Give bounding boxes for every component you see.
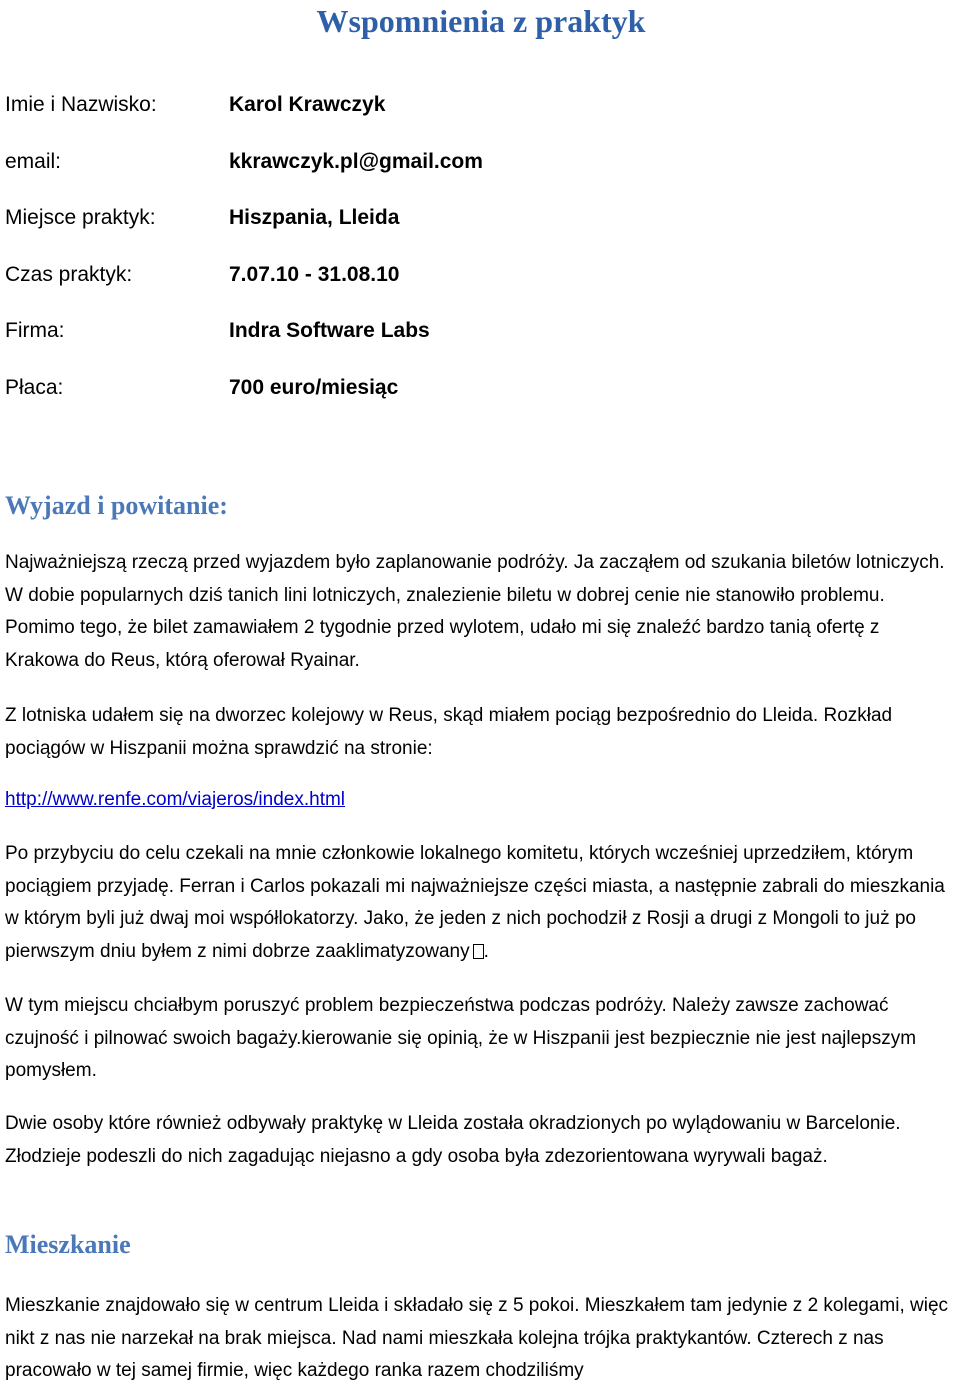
paragraph-safety: W tym miejscu chciałbym poruszyć problem bezpieczeństwa podczas podróży. Należy zawsze zachować czujność i pilnować swoich bagaży.kierowanie się opinią, że w Hiszpanii jest bezpiecznie nie jest najlepszym pomysłem. (5, 995, 917, 1081)
info-value-place: Hiszpania, Lleida (229, 206, 400, 230)
info-table (5, 92, 957, 432)
info-label-email: email: (5, 149, 62, 173)
info-label-name: Imie i Nazwisko: (5, 93, 157, 116)
info-label-place: Miejsce praktyk: (5, 206, 156, 230)
paragraph-arrival (5, 838, 957, 968)
link-paragraph (5, 784, 957, 817)
renfe-link[interactable]: http://www.renfe.com/viajeros/index.html (5, 789, 346, 810)
info-value-email: kkrawczyk.pl@gmail.com (229, 149, 483, 173)
paragraph-train-info: Z lotniska udałem się na dworzec kolejowy w Reus, skąd miałem pociąg bezpośrednio do Lleida. Rozkład pociągów w Hiszpanii można sprawdzić na stronie: (5, 705, 893, 759)
section-heading-apartment: Mieszkanie (5, 1230, 131, 1259)
info-row-period (5, 262, 957, 319)
paragraph-arrival-text: Po przybyciu do celu czekali na mnie członkowie lokalnego komitetu, których wcześniej uprzedziłem, którym pociągiem przyjadę. Ferran i Carlos pokazali mi najważniejsze części miasta, a następnie zabrali do mieszkania w którym byli już dwaj moi współlokatorzy. Jako, że jeden z nich pochodził z Rosji a drugi z Mongoli to już po pierwszym dniu byłem z nimi dobrze zaaklimatyzowany (5, 843, 945, 962)
info-label-period: Czas praktyk: (5, 262, 133, 286)
paragraph-theft: Dwie osoby które również odbywały praktykę w Lleida została okradzionych po wylądowaniu w Barcelonie. Złodzieje podeszli do nich zagadując niejasno a gdy osoba była zdezorientowana wyrywali bagaż. (5, 1113, 901, 1167)
info-value-salary: 700 euro/miesiąc (229, 375, 399, 399)
info-label-company: Firma: (5, 319, 65, 343)
paragraph-apartment: Mieszkanie znajdowało się w centrum Lleida i składało się z 5 pokoi. Mieszkałem tam jedynie z 2 kolegami, więc nikt z nas nie narzekał na brak miejsca. Nad nami mieszkała kolejna trójka praktykantów. Czterech z nas pracowało w tej samej firmie, więc każdego ranka razem chodziliśmy (5, 1295, 949, 1381)
document-title: Wspomnienia z praktyk (316, 3, 646, 39)
info-row-company (5, 318, 957, 375)
info-row-salary (5, 375, 957, 432)
section-heading-departure: Wyjazd i powitanie: (5, 491, 228, 520)
info-value-company: Indra Software Labs (229, 319, 430, 343)
info-row-email (5, 149, 957, 206)
info-value-name: Karol Krawczyk (229, 93, 386, 116)
info-value-period: 7.07.10 - 31.08.10 (229, 262, 400, 286)
paragraph-arrival-end: . (483, 940, 489, 962)
info-row-name (5, 92, 957, 149)
info-row-place (5, 205, 957, 262)
missing-glyph-icon (473, 944, 484, 959)
info-label-salary: Płaca: (5, 375, 64, 399)
document-page (5, 0, 957, 1381)
paragraph-travel-planning: Najważniejszą rzeczą przed wyjazdem było zaplanowanie podróży. Ja zacząłem od szukania biletów lotniczych. W dobie popularnych dziś tanich lini lotniczych, znalezienie biletu w dobrej cenie nie stanowiło problemu. Pomimo tego, że bilet zamawiałem 2 tygodnie przed wylotem, udało mi się znaleźć bardzo tanią ofertę z Krakowa do Reus, którą oferował Ryainar. (5, 552, 945, 671)
